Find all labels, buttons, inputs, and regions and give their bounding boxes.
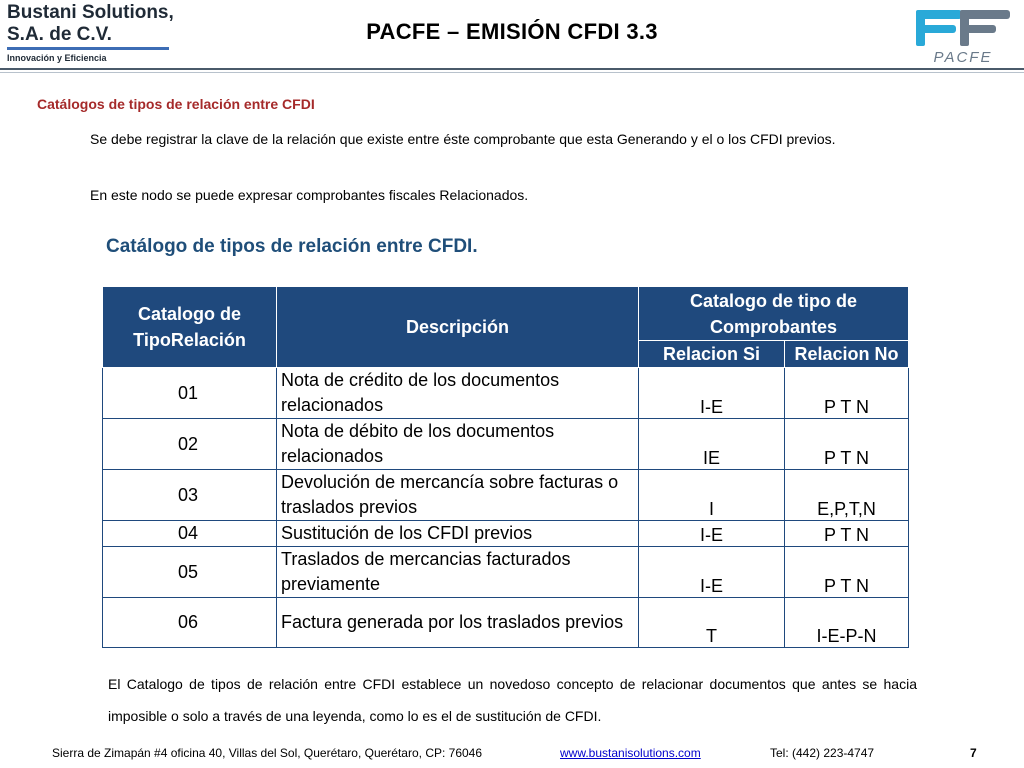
table-row <box>103 368 909 419</box>
row-relacion-no: E,P,T,N <box>785 470 909 521</box>
footer-website-link[interactable]: www.bustanisolutions.com <box>560 746 701 760</box>
logo-p-stem <box>916 10 925 46</box>
intro-paragraph: Se debe registrar la clave de la relación que existe entre éste comprobante que esta Generando y el o los CFDI previos. <box>90 131 836 147</box>
row-description: Factura generada por los traslados previos <box>277 598 639 648</box>
row-relacion-si: T <box>639 598 785 648</box>
row-relacion-si: I-E <box>639 368 785 419</box>
catalog-table-title: Catálogo de tipos de relación entre CFDI. <box>106 236 478 257</box>
row-description: Nota de crédito de los documentos relacionados <box>277 368 639 419</box>
row-code: 06 <box>103 598 277 648</box>
pacfe-logo <box>908 6 1018 64</box>
row-code: 04 <box>103 521 277 547</box>
section-heading: Catálogos de tipos de relación entre CFDI <box>37 96 315 112</box>
closing-paragraph: El Catalogo de tipos de relación entre CFDI establece un novedoso concepto de relacionar documentos que antes se hacia imposible o solo a través de una leyenda, como lo es el de sustitución de CFDI. <box>108 676 917 724</box>
row-relacion-si: I <box>639 470 785 521</box>
footer-phone: Tel: (442) 223-4747 <box>770 746 875 760</box>
header-description: Descripción <box>277 287 639 368</box>
row-code: 02 <box>103 419 277 470</box>
row-code: 01 <box>103 368 277 419</box>
header-relacion-si: Relacion Si <box>639 341 785 368</box>
row-relacion-no: P T N <box>785 547 909 598</box>
row-relacion-si: I-E <box>639 547 785 598</box>
company-tagline: Innovación y Eficiencia <box>7 53 107 63</box>
table-row <box>103 547 909 598</box>
company-divider <box>7 47 169 50</box>
table-row <box>103 598 909 648</box>
header-comprobantes: Catalogo de tipo de Comprobantes <box>639 287 909 341</box>
page-title: PACFE – EMISIÓN CFDI 3.3 <box>366 19 658 44</box>
table-row <box>103 521 909 547</box>
table-row <box>103 470 909 521</box>
row-relacion-no: P T N <box>785 368 909 419</box>
row-description: Nota de débito de los documentos relacionados <box>277 419 639 470</box>
header-divider-secondary <box>0 72 1024 73</box>
row-relacion-si: I-E <box>639 521 785 547</box>
header-relacion-no: Relacion No <box>785 341 909 368</box>
row-code: 03 <box>103 470 277 521</box>
header-divider <box>0 68 1024 70</box>
row-relacion-no: P T N <box>785 521 909 547</box>
row-relacion-no: P T N <box>785 419 909 470</box>
table-row <box>103 419 909 470</box>
row-description: Sustitución de los CFDI previos <box>277 521 639 547</box>
page-number: 7 <box>970 746 977 760</box>
row-code: 05 <box>103 547 277 598</box>
row-relacion-si: IE <box>639 419 785 470</box>
logo-text: PACFE <box>933 49 993 64</box>
company-name-line2: S.A. de C.V. <box>7 24 112 45</box>
logo-f-stem <box>960 10 969 46</box>
catalog-table <box>102 286 909 648</box>
row-relacion-no: I-E-P-N <box>785 598 909 648</box>
nodo-paragraph: En este nodo se puede expresar comprobantes fiscales Relacionados. <box>90 187 529 203</box>
company-name-line1: Bustani Solutions, <box>7 2 174 23</box>
footer-address: Sierra de Zimapán #4 oficina 40, Villas del Sol, Querétaro, Querétaro, CP: 76046 <box>52 746 483 760</box>
header-code: Catalogo de TipoRelación <box>103 287 277 368</box>
row-description: Devolución de mercancía sobre facturas o traslados previos <box>277 470 639 521</box>
row-description: Traslados de mercancias facturados previamente <box>277 547 639 598</box>
